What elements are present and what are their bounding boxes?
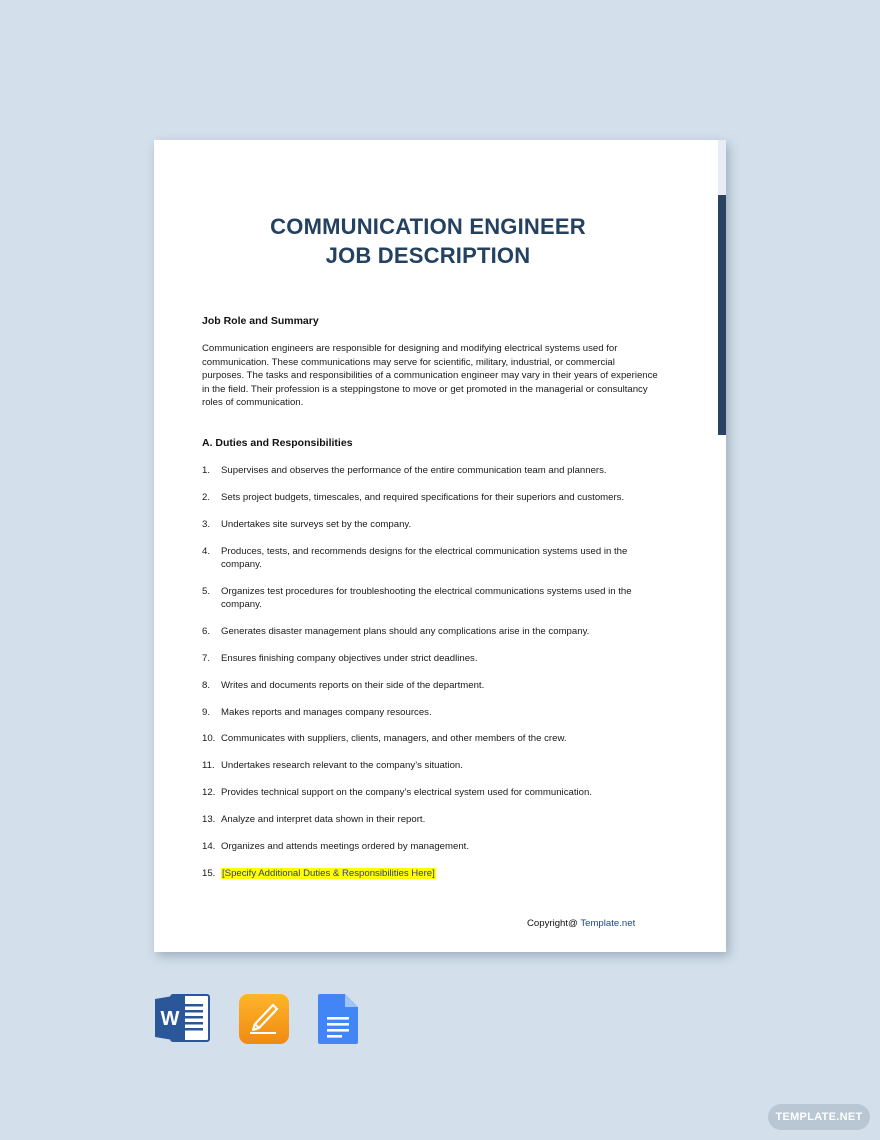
duty-item — [202, 759, 658, 772]
duty-number: 4. — [202, 546, 211, 557]
summary-paragraph: Communication engineers are responsible for designing and modifying electrical systems used for communication. These communications may serve for scientific, military, industrial, or commercial purposes. The tasks and responsibilities of a communication engineer may vary in their years of experience in the field. Their profession is a steppingstone to move or get promoted in the managerial or consultancy roles of communication. — [202, 343, 658, 409]
duty-item — [202, 732, 658, 745]
duty-item — [202, 625, 658, 638]
summary-heading: Job Role and Summary — [202, 315, 319, 327]
duty-item — [202, 545, 658, 572]
duty-number: 10. — [202, 733, 216, 744]
word-letter: W — [160, 1008, 180, 1030]
duty-text: Ensures finishing company objectives under strict deadlines. — [221, 653, 478, 664]
duty-text: Supervises and observes the performance of the entire communication team and planners. — [221, 465, 607, 476]
duty-item — [202, 813, 658, 826]
word-app-icon[interactable] — [155, 993, 211, 1043]
duty-text: Provides technical support on the company’s electrical system used for communication. — [221, 787, 592, 798]
duty-item — [202, 491, 658, 504]
copyright-link[interactable]: Template.net — [580, 918, 636, 929]
template-net-badge[interactable]: TEMPLATE.NET — [768, 1104, 870, 1130]
duty-item — [202, 652, 658, 665]
duty-text: Organizes test procedures for troubleshooting the electrical communications systems used in the company. — [221, 586, 632, 611]
title-line-2: JOB DESCRIPTION — [325, 243, 531, 268]
duty-number: 13. — [202, 814, 216, 825]
duty-item — [202, 840, 658, 853]
duty-text: Sets project budgets, timescales, and required specifications for their superiors and customers. — [221, 492, 625, 503]
duty-number: 8. — [202, 680, 211, 691]
duty-item — [202, 585, 658, 612]
google-docs-icon[interactable] — [317, 993, 359, 1045]
duty-number: 2. — [202, 492, 211, 503]
duty-number: 3. — [202, 519, 211, 530]
duty-number: 6. — [202, 626, 211, 637]
duty-number: 9. — [202, 707, 211, 718]
duty-number: 1. — [202, 465, 211, 476]
duty-text: Communicates with suppliers, clients, managers, and other members of the crew. — [221, 733, 567, 744]
title-line-1: COMMUNICATION ENGINEER — [270, 214, 586, 239]
document-title — [154, 212, 702, 270]
duty-text: Writes and documents reports on their side of the department. — [221, 680, 485, 691]
copyright-label: Copyright@ — [527, 918, 578, 929]
placeholder-highlight: [Specify Additional Duties & Responsibilities Here] — [222, 868, 435, 879]
duty-item — [202, 518, 658, 531]
duty-text: Undertakes research relevant to the company’s situation. — [221, 760, 463, 771]
duty-number: 11. — [202, 760, 215, 771]
duty-number: 7. — [202, 653, 211, 664]
duty-text: Produces, tests, and recommends designs for the electrical communication systems used in the company. — [221, 546, 628, 571]
duty-item — [202, 706, 658, 719]
duty-text: Analyze and interpret data shown in their report. — [221, 814, 426, 825]
duty-item — [202, 786, 658, 799]
duties-heading: A. Duties and Responsibilities — [202, 437, 353, 449]
page-accent-strip — [718, 140, 726, 195]
pages-app-icon[interactable] — [238, 993, 290, 1045]
page-side-bar — [718, 195, 726, 435]
duty-number: 14. — [202, 841, 216, 852]
duty-text: Undertakes site surveys set by the company. — [221, 519, 412, 530]
duty-number: 12. — [202, 787, 216, 798]
duty-item — [202, 464, 658, 477]
duty-number: 5. — [202, 586, 211, 597]
duty-text: Makes reports and manages company resources. — [221, 707, 432, 718]
duty-text: Organizes and attends meetings ordered by management. — [221, 841, 469, 852]
duty-item — [202, 867, 658, 880]
duty-number: 15. — [202, 868, 216, 879]
copyright-line — [527, 918, 635, 929]
duty-text: Generates disaster management plans should any complications arise in the company. — [221, 626, 590, 637]
duty-item — [202, 679, 658, 692]
